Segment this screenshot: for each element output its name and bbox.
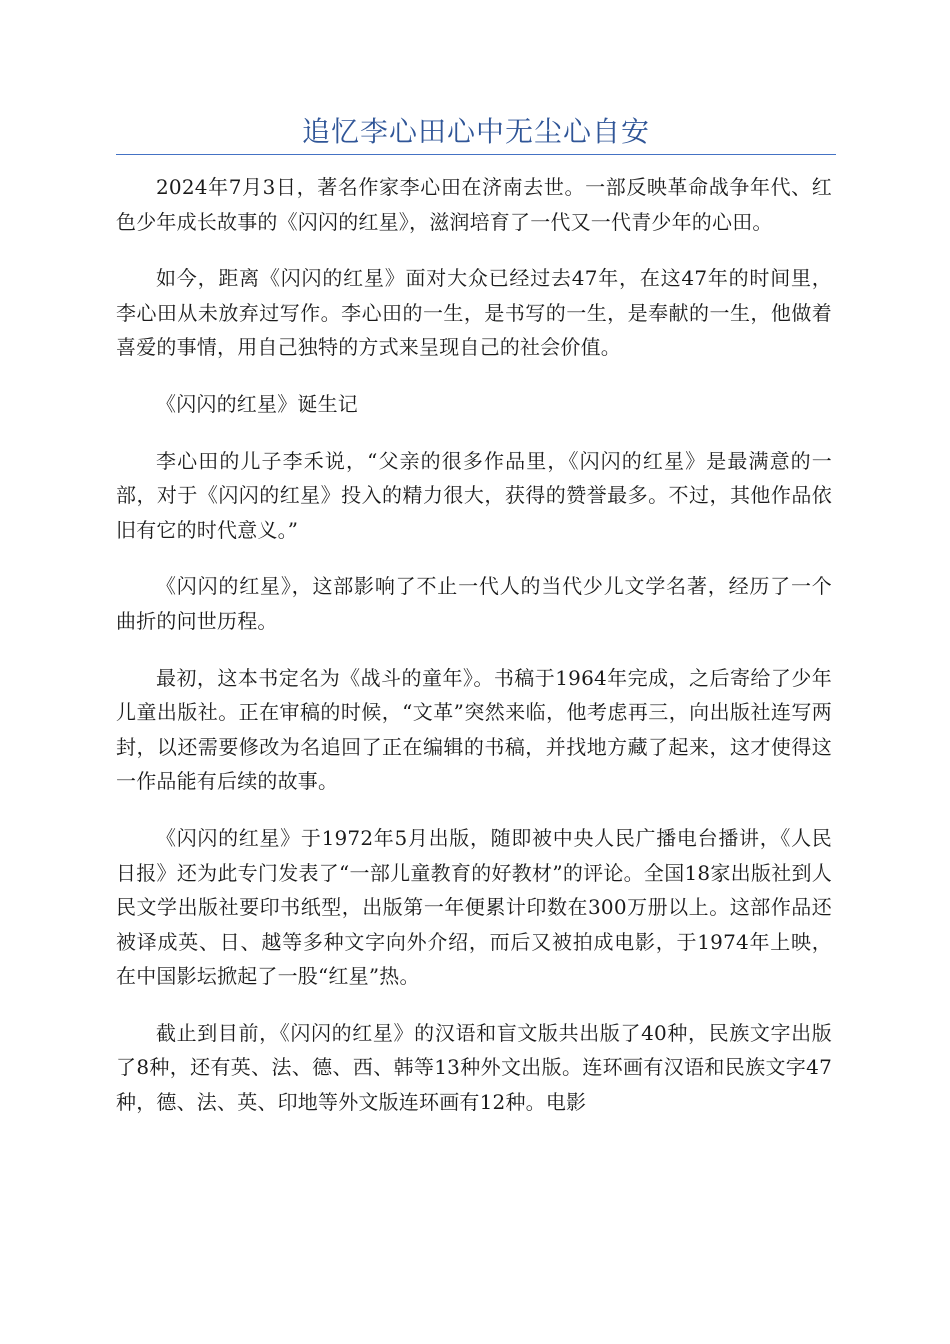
paragraph: 《闪闪的红星》，这部影响了不止一代人的当代少儿文学名著，经历了一个曲折的问世历程。 bbox=[116, 574, 832, 633]
paragraph: 《闪闪的红星》于1972年5月出版，随即被中央人民广播电台播讲，《人民日报》还为此专门发表了“一部儿童教育的好教材”的评论。全国18家出版社到人民文学出版社要印书纸型，出版第一年便累计印数在300万册以上。这部作品还被译成英、日、越等多种文字向外介绍，而后又被拍成电影，于1974年上映，在中国影坛掀起了一股“红星”热。 bbox=[116, 825, 832, 989]
section-heading: 《闪闪的红星》诞生记 bbox=[156, 391, 358, 416]
paragraph: 截止到目前，《闪闪的红星》的汉语和盲文版共出版了40种，民族文字出版了8种，还有英、法、德、西、韩等13种外文出版。连环画有汉语和民族文字47种，德、法、英、印地等外文版连环画有12种。电影 bbox=[116, 1020, 832, 1115]
paragraph: 李心田的儿子李禾说，“父亲的很多作品里，《闪闪的红星》是最满意的一部，对于《闪闪的红星》投入的精力很大，获得的赞誉最多。不过，其他作品依旧有它的时代意义。” bbox=[116, 448, 832, 542]
document-title: 追忆李心田心中无尘心自安 bbox=[301, 115, 650, 148]
document-body bbox=[116, 170, 832, 1142]
paragraph: 最初，这本书定名为《战斗的童年》。书稿于1964年完成，之后寄给了少年儿童出版社。正在审稿的时候，“文革”突然来临，他考虑再三，向出版社连写两封，以还需要修改为名追回了正在编辑的书稿，并找地方藏了起来，这才使得这一作品能有后续的故事。 bbox=[116, 665, 832, 794]
paragraph: 2024年7月3日，著名作家李心田在济南去世。一部反映革命战争年代、红色少年成长故事的《闪闪的红星》，滋润培育了一代又一代青少年的心田。 bbox=[116, 175, 832, 234]
title-underline bbox=[116, 154, 836, 155]
paragraph: 如今，距离《闪闪的红星》面对大众已经过去47年，在这47年的时间里，李心田从未放弃过写作。李心田的一生，是书写的一生，是奉献的一生，他做着喜爱的事情，用自己独特的方式来呈现自己的社会价值。 bbox=[116, 266, 832, 360]
